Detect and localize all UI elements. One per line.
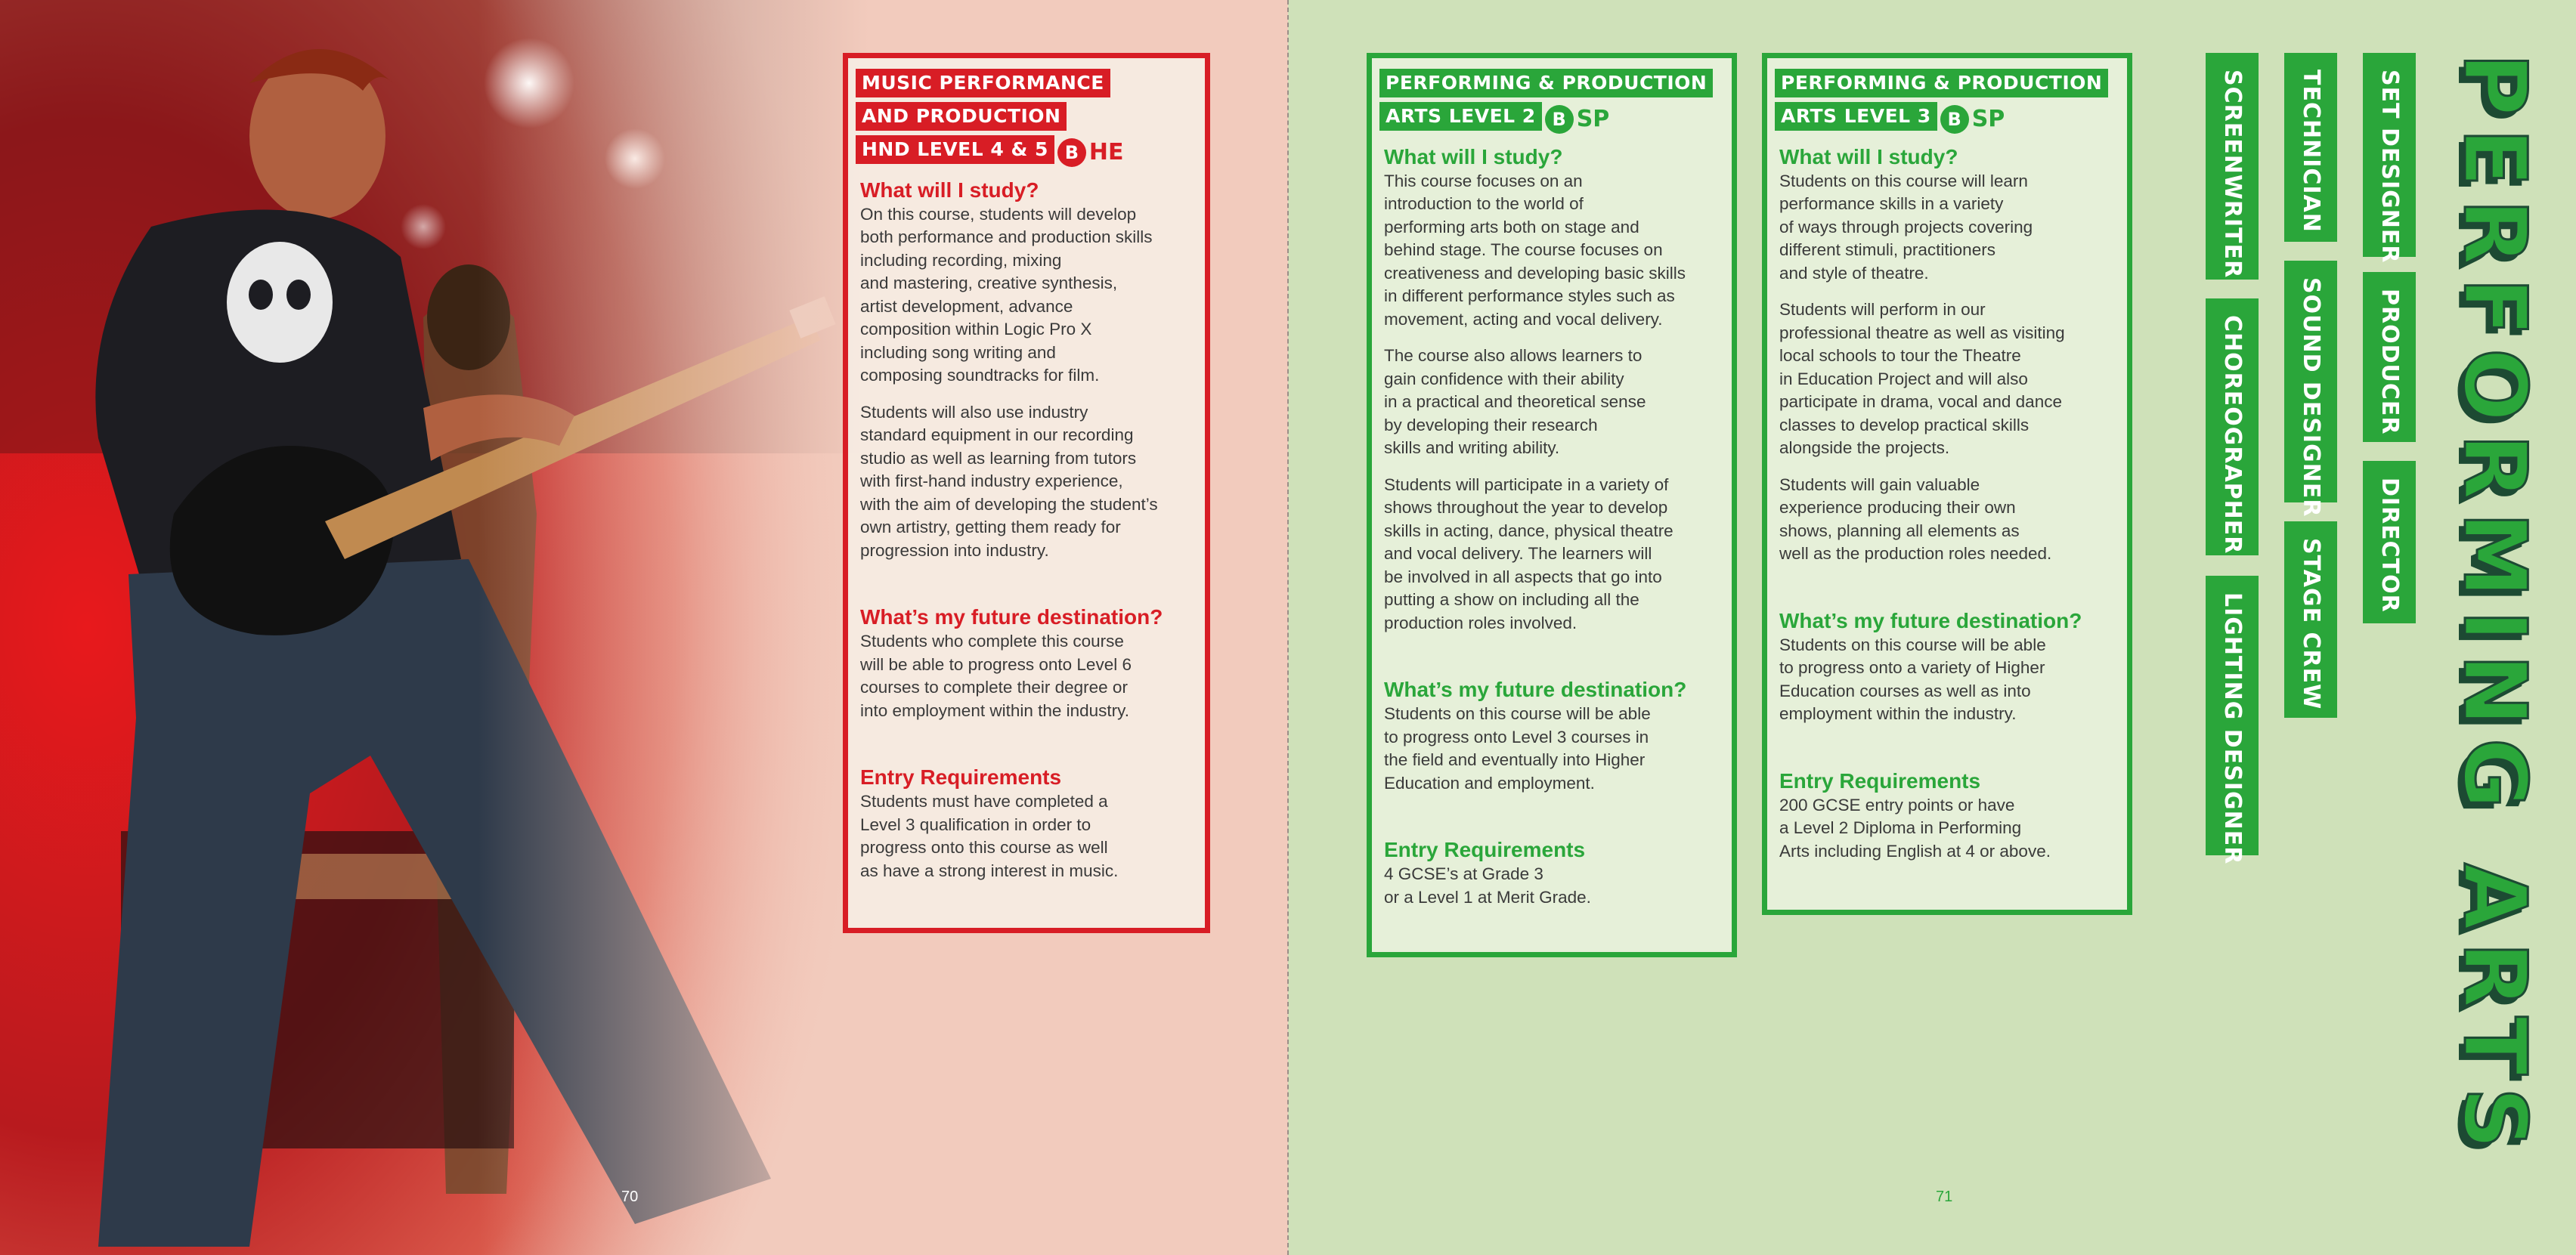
band-photo	[0, 0, 869, 1255]
guitarist-illustration	[0, 0, 869, 1255]
career-label-stage-crew: STAGE CREW	[2284, 521, 2337, 718]
study-paragraph: The course also allows learners to gain confidence with their ability in a practical and theoretical sense by developing their research skills and writing ability.	[1384, 346, 1646, 457]
entry-heading: Entry Requirements	[1779, 768, 1981, 793]
career-label-producer: PRODUCER	[2363, 272, 2416, 442]
bursary-badge: B	[1545, 105, 1574, 134]
career-label-lighting-designer: LIGHTING DESIGNER	[2206, 576, 2259, 855]
study-paragraph: This course focuses on an introduction to the world of performing arts both on stage and behind stage. The course focuses on creativeness and developing basic skills in different performance styles such as movement, acting and vocal delivery.	[1384, 171, 1686, 329]
career-label-screenwriter: SCREENWRITER	[2206, 53, 2259, 280]
career-label-choreographer: CHOREOGRAPHER	[2206, 298, 2259, 555]
course-title-line: PERFORMING & PRODUCTION	[1379, 69, 1713, 97]
arts-level-2-course-box	[1367, 53, 1737, 957]
arts-level-3-course-box	[1762, 53, 2132, 915]
entry-heading: Entry Requirements	[1384, 838, 1586, 861]
course-title-line: HND LEVEL 4 & 5	[856, 135, 1054, 164]
level-tag: HE	[1088, 139, 1124, 165]
entry-paragraph: 4 GCSE’s at Grade 3 or a Level 1 at Merit Grade.	[1384, 864, 1591, 907]
study-paragraph: Students will participate in a variety of shows throughout the year to develop skills in acting, dance, physical theatre and vocal delivery. The learners will be involved in all aspects that go into putting a show on including all the production roles involved.	[1384, 474, 1673, 632]
career-label-sound-designer: SOUND DESIGNER	[2284, 261, 2337, 502]
page-number-left: 70	[621, 1189, 639, 1205]
entry-paragraph: 200 GCSE entry points or have a Level 2 Diploma in Performing Arts including English at 4 or above.	[1779, 795, 2051, 861]
course-title-line: ARTS LEVEL 3	[1775, 102, 1937, 131]
study-paragraph: Students will gain valuable experience producing their own shows, planning all elements as well as the production roles needed.	[1779, 474, 2052, 563]
future-heading: What’s my future destination?	[1384, 678, 1687, 701]
study-heading: What will I study?	[1779, 144, 1958, 168]
study-paragraph: Students on this course will learn performance skills in a variety of ways through projects covering different stimuli, practitioners and style of theatre.	[1779, 171, 2033, 283]
level-tag: SP	[1576, 106, 1610, 132]
career-label-director: DIRECTOR	[2363, 461, 2416, 623]
section-title-performing-arts: PERFORMING ARTS	[2444, 53, 2545, 1162]
entry-paragraph: Students must have completed a Level 3 qualification in order to progress onto this course as well as have a strong interest in music.	[860, 792, 1119, 880]
study-heading: What will I study?	[1384, 144, 1563, 168]
future-paragraph: Students on this course will be able to progress onto a variety of Higher Education courses as well as into employment within the industry.	[1779, 635, 2046, 723]
course-title-line: ARTS LEVEL 2	[1379, 102, 1542, 131]
right-page	[1288, 0, 2576, 1255]
future-paragraph: Students who complete this course will be able to progress onto Level 6 courses to complete their degree or into employment within the industry.	[860, 632, 1132, 720]
study-paragraph: Students will also use industry standard equipment in our recording studio as well as learning from tutors with first-hand industry experience, with the aim of developing the student’s own artistry, getting them ready for progression into industry.	[860, 402, 1158, 560]
bursary-badge: B	[1940, 105, 1969, 134]
entry-heading: Entry Requirements	[860, 765, 1062, 789]
study-heading: What will I study?	[860, 178, 1039, 202]
music-performance-course-box	[843, 53, 1210, 933]
course-title-line: MUSIC PERFORMANCE	[856, 69, 1110, 97]
course-title-line: AND PRODUCTION	[856, 102, 1067, 131]
career-label-technician: TECHNICIAN	[2284, 53, 2337, 242]
course-title-line: PERFORMING & PRODUCTION	[1775, 69, 2108, 97]
page-fold	[1287, 0, 1289, 1255]
bursary-badge: B	[1057, 138, 1086, 167]
future-heading: What’s my future destination?	[1779, 608, 2082, 632]
page-number-right: 71	[1936, 1189, 1953, 1205]
study-paragraph: Students will perform in our professional theatre as well as visiting local schools to tour the Theatre in Education Project and will also participate in drama, vocal and dance classes to develop practical skills alongside the projects.	[1779, 300, 2065, 457]
career-label-set-designer: SET DESIGNER	[2363, 53, 2416, 257]
study-paragraph: On this course, students will develop both performance and production skills including recording, mixing and mastering, creative synthesis, artist development, advance composition within Logic Pro X including song writing and composing soundtracks for film.	[860, 204, 1153, 385]
level-tag: SP	[1971, 106, 2005, 132]
future-heading: What’s my future destination?	[860, 605, 1163, 629]
future-paragraph: Students on this course will be able to progress onto Level 3 courses in the field and eventually into Higher Education and employment.	[1384, 704, 1651, 793]
